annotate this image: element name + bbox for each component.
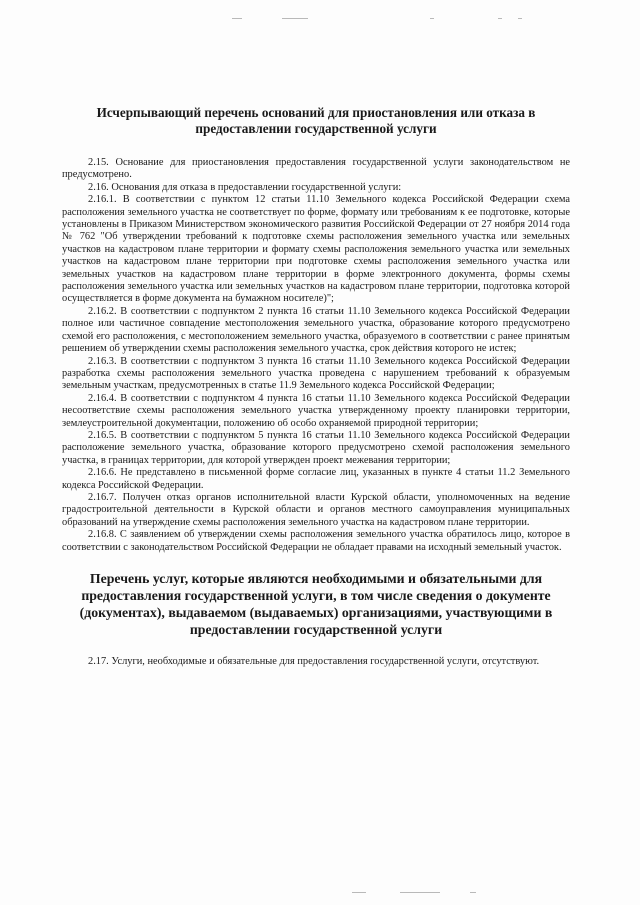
paragraph-2-16-5: 2.16.5. В соответствии с подпунктом 5 пункта 16 статьи 11.10 Земельного кодекса Российской Федерации расположение земельного участка, образование которого предусмотрено схемой расположения земельного участка, в границах территории, для которой утвержден проект межевания территории; [62, 429, 570, 466]
section-heading-grounds: Исчерпывающий перечень оснований для приостановления или отказа в предоставлении государственной услуги [96, 105, 536, 136]
scan-artifact-top-4 [498, 18, 502, 19]
paragraph-2-16: 2.16. Основания для отказа в предоставлении государственной услуги: [88, 181, 402, 193]
paragraph-2-16-2: 2.16.2. В соответствии с подпунктом 2 пункта 16 статьи 11.10 Земельного кодекса Российской Федерации полное или частичное совпадение местоположения земельного участка, образование которого предусмотрено схемой его расположения, с местоположением земельного участка, образуемого в соответствии с ранее принятым решением об утверждении схемы расположения земельного участка, срок действия которого не истек; [62, 305, 570, 355]
scan-artifact-top-1 [232, 18, 242, 19]
paragraph-2-16-7: 2.16.7. Получен отказ органов исполнительной власти Курской области, уполномоченных на ведение градостроительной деятельности в Курской области и органов местного самоуправления муниципальных образований на утверждение схемы расположения земельного участка на кадастровом плане территории. [62, 491, 570, 528]
grounds-paragraphs [62, 157, 570, 554]
scan-artifact-bottom-3 [470, 892, 476, 893]
paragraph-2-15: 2.15. Основание для приостановления предоставления государственной услуги законодательством не предусмотрено. [62, 157, 570, 181]
scan-artifact-top-2 [282, 18, 308, 19]
services-paragraphs [62, 656, 570, 668]
scan-artifact-bottom-2 [400, 892, 440, 893]
document-body [62, 105, 570, 668]
paragraph-2-16-1: 2.16.1. В соответствии с пунктом 12 статьи 11.10 Земельного кодекса Российской Федерации схема расположения земельного участка не соответствует по форме, формату или требованиям к ее подготовке, которые установлены в Приказом Министерством экономического развития Российской Федерации от 27 ноября 2014 года № 762 "Об утверждении требований к подготовке схемы расположения земельного участка или земельных участков на кадастровом плане территории и формату схемы расположения земельного участка или земельных участков на кадастровом плане территории при подготовке схемы расположения земельного участка или земельных участков на кадастровом плане территории в форме электронного документа, формы схемы расположения земельного участка или земельных участков на кадастровом плане территории, подготовка которой осуществляется в форме документа на бумажном носителе)"; [62, 194, 570, 305]
paragraph-2-16-3: 2.16.3. В соответствии с подпунктом 3 пункта 16 статьи 11.10 Земельного кодекса Российской Федерации разработка схемы расположения земельного участка проведена с нарушением требований к образуемым земельным участкам, предусмотренных в статье 11.9 Земельного кодекса Российской Федерации; [62, 355, 570, 392]
section-heading-services: Перечень услуг, которые являются необходимыми и обязательными для предоставления государственной услуги, в том числе сведения о документе (документах), выдаваемом (выдаваемых) организациями, участвующими в предоставлении государственной услуги [79, 571, 553, 637]
scan-artifact-top-3 [430, 18, 434, 19]
paragraph-2-16-4: 2.16.4. В соответствии с подпунктом 4 пункта 16 статьи 11.10 Земельного кодекса Российской Федерации несоответствие схемы расположения земельного участка утвержденному проекту планировки территории, землеустроительной документации, положению об особо охраняемой природной территории; [62, 392, 570, 429]
paragraph-2-16-6: 2.16.6. Не представлено в письменной форме согласие лиц, указанных в пункте 4 статьи 11.2 Земельного кодекса Российской Федерации. [62, 467, 570, 491]
scan-artifact-top-5 [518, 18, 522, 19]
paragraph-2-17: 2.17. Услуги, необходимые и обязательные для предоставления государственной услуги, отсутствуют. [88, 656, 540, 667]
paragraph-2-16-8: 2.16.8. С заявлением об утверждении схемы расположения земельного участка обратилось лицо, которое в соответствии с законодательством Российской Федерации не обладает правами на исходный земельный участок. [62, 529, 570, 553]
scan-artifact-bottom-1 [352, 892, 366, 893]
